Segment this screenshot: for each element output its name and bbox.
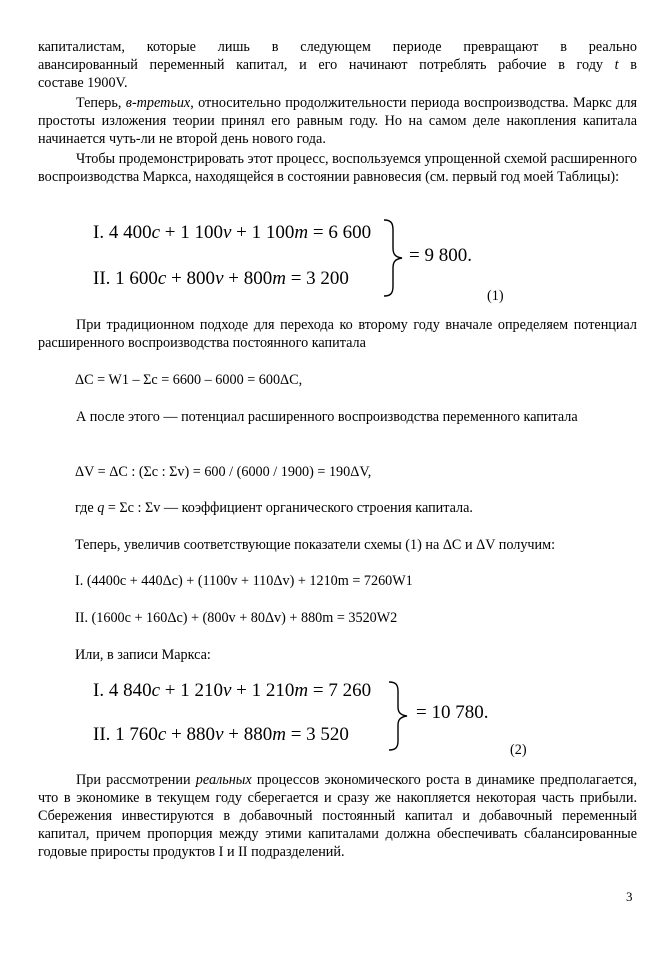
equation-number: (1) xyxy=(487,288,504,304)
right-brace-icon xyxy=(387,680,413,752)
eq-var: c xyxy=(157,724,167,745)
equation-block-2 xyxy=(93,678,633,760)
formula-delta-v: ΔV = ΔC : (Σc : Σv) = 600 / (6000 / 1900) = 190ΔV, xyxy=(75,464,372,480)
eq-var: c xyxy=(151,680,161,701)
eq-text: + 800 xyxy=(223,268,273,289)
paragraph-continuation-line1 xyxy=(38,38,637,56)
eq-text: = 7 260 xyxy=(308,680,372,701)
eq-var: m xyxy=(294,680,309,701)
formula-department-2: II. (1600c + 160Δc) + (800v + 80Δv) + 880m = 3520W2 xyxy=(75,610,398,626)
text: капиталистам, которые лишь в следующем периоде превращают в реально xyxy=(38,39,637,55)
eq-text: + 1 100 xyxy=(231,222,295,243)
equation-sum: = 10 780. xyxy=(416,702,489,723)
formula-delta-c: ΔC = W1 – Σc = 6600 – 6000 = 600ΔC, xyxy=(75,372,303,388)
formula-department-1: I. (4400c + 440Δc) + (1100v + 110Δv) + 1210m = 7260W1 xyxy=(75,573,413,589)
text: в xyxy=(618,57,637,73)
eq-var: m xyxy=(294,222,309,243)
eq-var: c xyxy=(157,268,167,289)
paragraph-variable-capital: А после этого — потенциал расширенного воспроизводства переменного капитала xyxy=(76,409,578,425)
text: = Σc : Σv — коэффициент органического строения капитала. xyxy=(104,500,473,516)
text: где xyxy=(75,500,98,516)
eq-text: + 800 xyxy=(166,268,216,289)
eq-text: = 3 520 xyxy=(285,724,349,745)
paragraph-continuation-line3 xyxy=(38,74,637,92)
eq-var: m xyxy=(272,268,286,289)
eq-text: I. 4 840 xyxy=(93,680,152,701)
paragraph-increase-scheme: Теперь, увеличив соответствующие показатели схемы (1) на ΔC и ΔV получим: xyxy=(75,537,556,553)
equation-row xyxy=(93,680,371,702)
eq-text: + 880 xyxy=(166,724,216,745)
text: процессов экономического роста в динамике предполагается, что в экономике в текущем году сберегается и сразу же накопляется некоторая часть прибыли. Сбережения инвестируются в добавочный постоянный капитал и добавочный переменный капитал, причем пропорция между этими капиталами должна обеспечивать сбалансированные годовые приросты продуктов I и II подразделений. xyxy=(38,772,637,860)
paragraph-third-point xyxy=(38,94,637,148)
eq-var: m xyxy=(272,724,286,745)
eq-var: v xyxy=(222,680,232,701)
eq-text: I. 4 400 xyxy=(93,222,152,243)
eq-text: + 1 210 xyxy=(231,680,295,701)
eq-var: v xyxy=(222,222,232,243)
formula-organic-composition xyxy=(75,499,473,517)
eq-var: v xyxy=(215,268,224,289)
text: При рассмотрении xyxy=(76,772,196,788)
italic-variable: t xyxy=(614,57,619,73)
emphasis: в-третьих xyxy=(125,95,191,111)
text: Теперь, xyxy=(76,95,126,111)
paragraph-real-growth xyxy=(38,771,637,861)
italic-variable: q xyxy=(97,500,105,516)
eq-text: + 1 100 xyxy=(160,222,223,243)
eq-text: II. 1 760 xyxy=(93,724,158,745)
equation-block-1 xyxy=(93,218,613,308)
equation-number: (2) xyxy=(510,742,527,758)
equation-row xyxy=(93,724,349,746)
paragraph-scheme-intro: Чтобы продемонстрировать этот процесс, воспользуемся упрощенной схемой расширенного воспроизводства Маркса, находящейся в состоянии равновесия (см. первый год моей Таблицы): xyxy=(38,151,637,185)
page-number: 3 xyxy=(626,889,633,904)
equation-row xyxy=(93,268,349,290)
eq-text: + 1 210 xyxy=(160,680,223,701)
eq-text: = 3 200 xyxy=(285,268,349,289)
text: составе 1900V. xyxy=(38,75,128,91)
eq-text: = 6 600 xyxy=(308,222,372,243)
text: , относительно продолжительности периода воспроизводства. Маркс для простоты изложения теории принял его равным году. Но на самом деле накопления капитала начинается чуть-ли не второй день нового года. xyxy=(38,95,637,147)
eq-text: II. 1 600 xyxy=(93,268,158,289)
eq-var: c xyxy=(151,222,161,243)
eq-text: + 880 xyxy=(223,724,273,745)
equation-sum: = 9 800. xyxy=(409,245,472,266)
eq-var: v xyxy=(215,724,224,745)
paragraph-marx-notation: Или, в записи Маркса: xyxy=(75,647,211,663)
paragraph-continuation-line2 xyxy=(38,56,637,74)
emphasis: реальных xyxy=(195,772,252,788)
text: авансированный переменный капитал, и его начинают потреблять рабочие в году xyxy=(38,57,615,73)
right-brace-icon xyxy=(382,218,406,298)
equation-row xyxy=(93,222,371,244)
paragraph-traditional-approach: При традиционном подходе для перехода ко второму году вначале определяем потенциал расширенного воспроизводства постоянного капитала xyxy=(38,317,637,351)
